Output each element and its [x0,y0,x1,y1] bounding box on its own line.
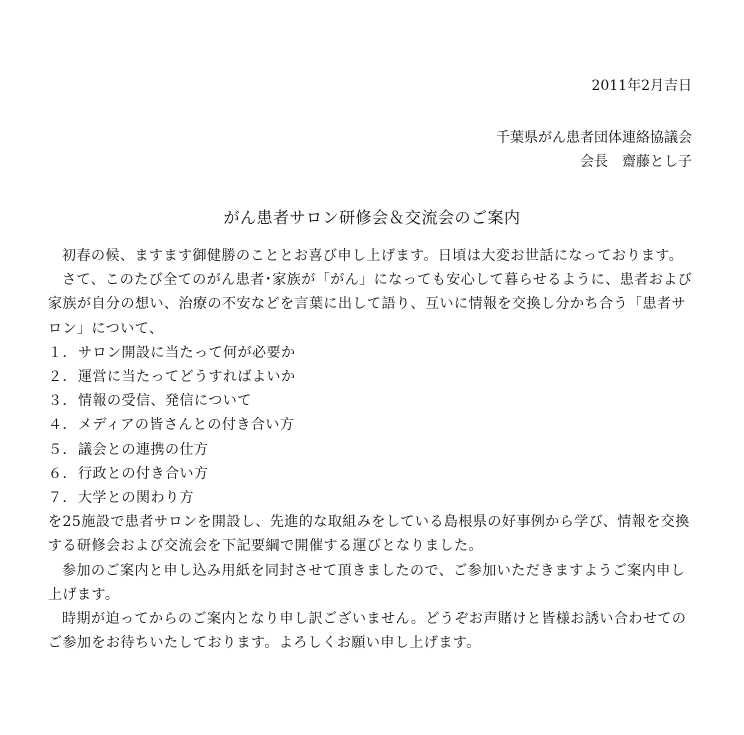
sender-block [496,126,692,174]
topic-number: ２． [48,369,77,386]
topic-text: 情報の受信、発信について [78,393,252,410]
letter-body [48,244,696,655]
enclosure-paragraph: 参加のご案内と申し込み用紙を同封させて頂きましたので、ご参加いただきますようご案内申し上げます。 [48,562,686,603]
topic-text: 運営に当たってどうすればよいか [78,369,296,386]
letter-date: 2011年2月吉日 [591,78,692,94]
letter-title: がん患者サロン研修会＆交流会のご案内 [223,208,521,227]
sender-representative: 会長 齋藤とし子 [580,154,692,170]
greeting-paragraph: 初春の候、ますます御健勝のこととお喜び申し上げます。日頃は大変お世話になっております。 [62,248,684,264]
intro-paragraph: さて、このたび全てのがん患者･家族が「がん」になっても安心して暮らせるように、患者および家族が自分の想い、治療の不安などを言葉に出して語り、互いに情報を交換し分かち合う「患者サロン」について、 [48,272,693,337]
topic-number: ５． [48,441,77,458]
topic-text: 大学との関わり方 [78,490,194,507]
topic-text: 議会との連携の仕方 [78,441,209,458]
topic-number: ３． [48,393,77,410]
topic-item-1 [48,341,696,365]
topic-item-6 [48,462,696,486]
topic-item-2 [48,365,696,389]
topic-item-4 [48,413,696,437]
topic-number: ７． [48,490,77,507]
topic-number: １． [48,344,77,361]
sender-organization: 千葉県がん患者団体連絡協議会 [496,130,692,146]
topic-text: メディアの皆さんとの付き合い方 [78,417,295,434]
topic-text: サロン開設に当たって何が必要か [78,344,296,361]
topic-text: 行政との付き合い方 [78,465,209,482]
after-list-paragraph: を25施設で患者サロンを開設し、先進的な取組みをしている島根県の好事例から学び、情報を交換する研修会および交流会を下記要綱で開催する運びとなりました。 [48,514,690,555]
topic-number: ６． [48,465,77,482]
topic-list [48,341,696,510]
closing-paragraph: 時期が迫ってからのご案内となり申し訳ございません。どうぞお声賭けと皆様お誘い合わせてのご参加をお待ちいたしております。よろしくお願い申し上げます。 [48,611,687,652]
topic-number: ４． [48,417,77,434]
topic-item-5 [48,438,696,462]
topic-item-3 [48,389,696,413]
topic-item-7 [48,486,696,510]
